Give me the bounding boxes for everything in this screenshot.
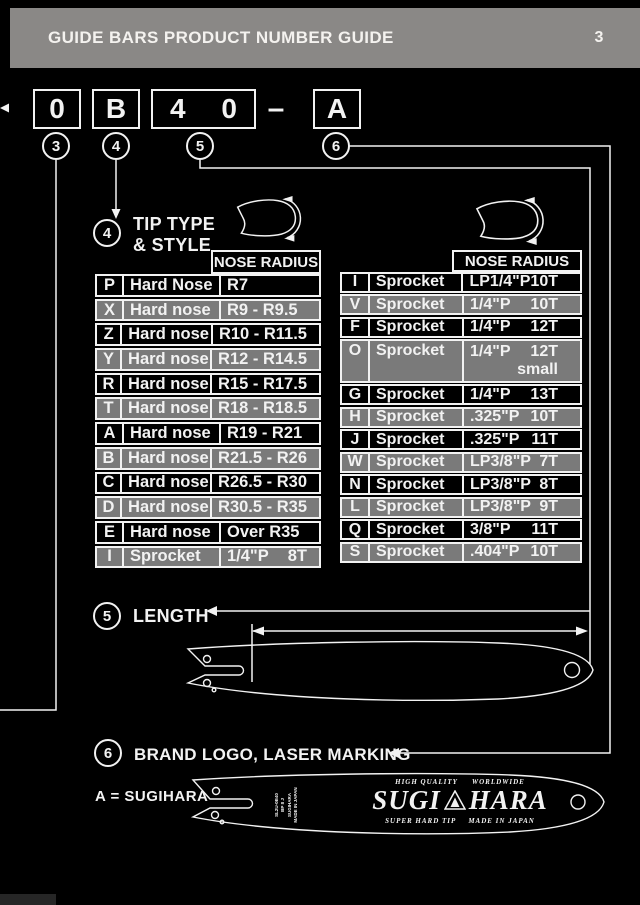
bar-bolt-hole [204,680,211,687]
table-row: G Sprocket 1/4"P 13T [340,384,582,405]
length-bar-illustration [188,642,593,701]
hard-nose-tip-icon [238,196,301,242]
code-suffix: A [326,93,348,124]
section5-callout: 5 [93,602,121,630]
scan-artifact [0,894,56,905]
section4-title-line1: TIP TYPE [133,214,216,234]
table-row: A Hard nose R19 - R21 [95,422,321,445]
sugihara-triangle-icon [444,790,466,810]
sprocket-table [340,272,582,564]
brand-bar-markings [190,772,610,838]
down-arrowhead-icon [112,209,121,219]
page-number: 3 [594,29,604,46]
table-row: Q Sprocket 3/8"P 11T [340,519,582,540]
code-digit1: 0 [49,93,65,124]
table-row: H Sprocket .325"P 10T [340,407,582,428]
code-box-length [151,89,256,129]
bar-nose-rivet [565,663,580,678]
table-row: E Hard nose Over R35 [95,521,321,544]
table-row: W Sprocket LP3/8"P 7T [340,452,582,473]
table-row: N Sprocket LP3/8"P 8T [340,474,582,495]
brand-legend: A = SUGIHARA [95,788,209,805]
hard-table-header: NOSE RADIUS [211,250,321,274]
page-edge-arrowhead-icon [0,104,9,113]
code-box-digit1 [33,89,81,129]
sprocket-tip-icon [477,197,543,245]
table-row: B Hard nose R21.5 - R26 [95,447,321,470]
table-row: O Sprocket 1/4"P 12T small [340,339,582,382]
callout-4: 4 [102,132,130,160]
table-row: T Hard nose R18 - R18.5 [95,397,321,420]
table-row: F Sprocket 1/4"P 12T [340,317,582,338]
section4-callout: 4 [93,219,121,247]
section6-title: BRAND LOGO, LASER MARKING [134,745,411,764]
table-row: R Hard nose R15 - R17.5 [95,373,321,396]
table-row: P Hard Nose R7 [95,274,321,297]
laser-marking-text: SL2U-0B40 BP 8 J SUGIHARA MADE IN JAPAN [273,787,298,823]
dim-left-arrowhead-icon [252,627,264,636]
callout3-line [0,160,56,710]
table-row: I Sprocket LP1/4"P 10T [340,272,582,293]
code-box-letter [92,89,140,129]
dim-right-arrowhead-icon [576,627,588,636]
callout-3: 3 [42,132,70,160]
bar-tip-text: SUPER HARD TIP MADE IN JAPAN [385,817,535,825]
section4-title [133,214,215,256]
table-row: V Sprocket 1/4"P 10T [340,294,582,315]
code-digit3: 0 [221,93,237,124]
sprocket-table-header: NOSE RADIUS [452,250,582,272]
table-row: Z Hard nose R10 - R11.5 [95,323,321,346]
callout-5: 5 [186,132,214,160]
hard-nose-table [95,274,321,570]
page-title: GUIDE BARS PRODUCT NUMBER GUIDE [48,28,394,47]
table-row: L Sprocket LP3/8"P 9T [340,497,582,518]
section5-title: LENGTH [133,606,209,626]
table-row: C Hard nose R26.5 - R30 [95,472,321,495]
table-row: Y Hard nose R12 - R14.5 [95,348,321,371]
bar-brand-logo: SUGI HARA [372,785,548,815]
code-separator: – [267,92,285,125]
table-row: D Hard nose R30.5 - R35 [95,496,321,519]
section6-callout: 6 [94,739,122,767]
table-row: S Sprocket .404"P 10T [340,542,582,563]
bar-bolt-hole [204,656,211,663]
code-box-suffix [313,89,361,129]
table-row: X Hard nose R9 - R9.5 [95,299,321,322]
bar-quality-text: HIGH QUALITY WORLDWIDE [395,778,525,786]
table-row: I Sprocket 1/4"P 8T [95,546,321,569]
table-row: J Sprocket .325"P 11T [340,429,582,450]
code-letter: B [105,93,127,124]
bar-pin-hole [212,688,216,692]
callout-6: 6 [322,132,350,160]
section4-title-line2: & STYLE [133,235,212,255]
code-digit2: 4 [170,93,186,124]
